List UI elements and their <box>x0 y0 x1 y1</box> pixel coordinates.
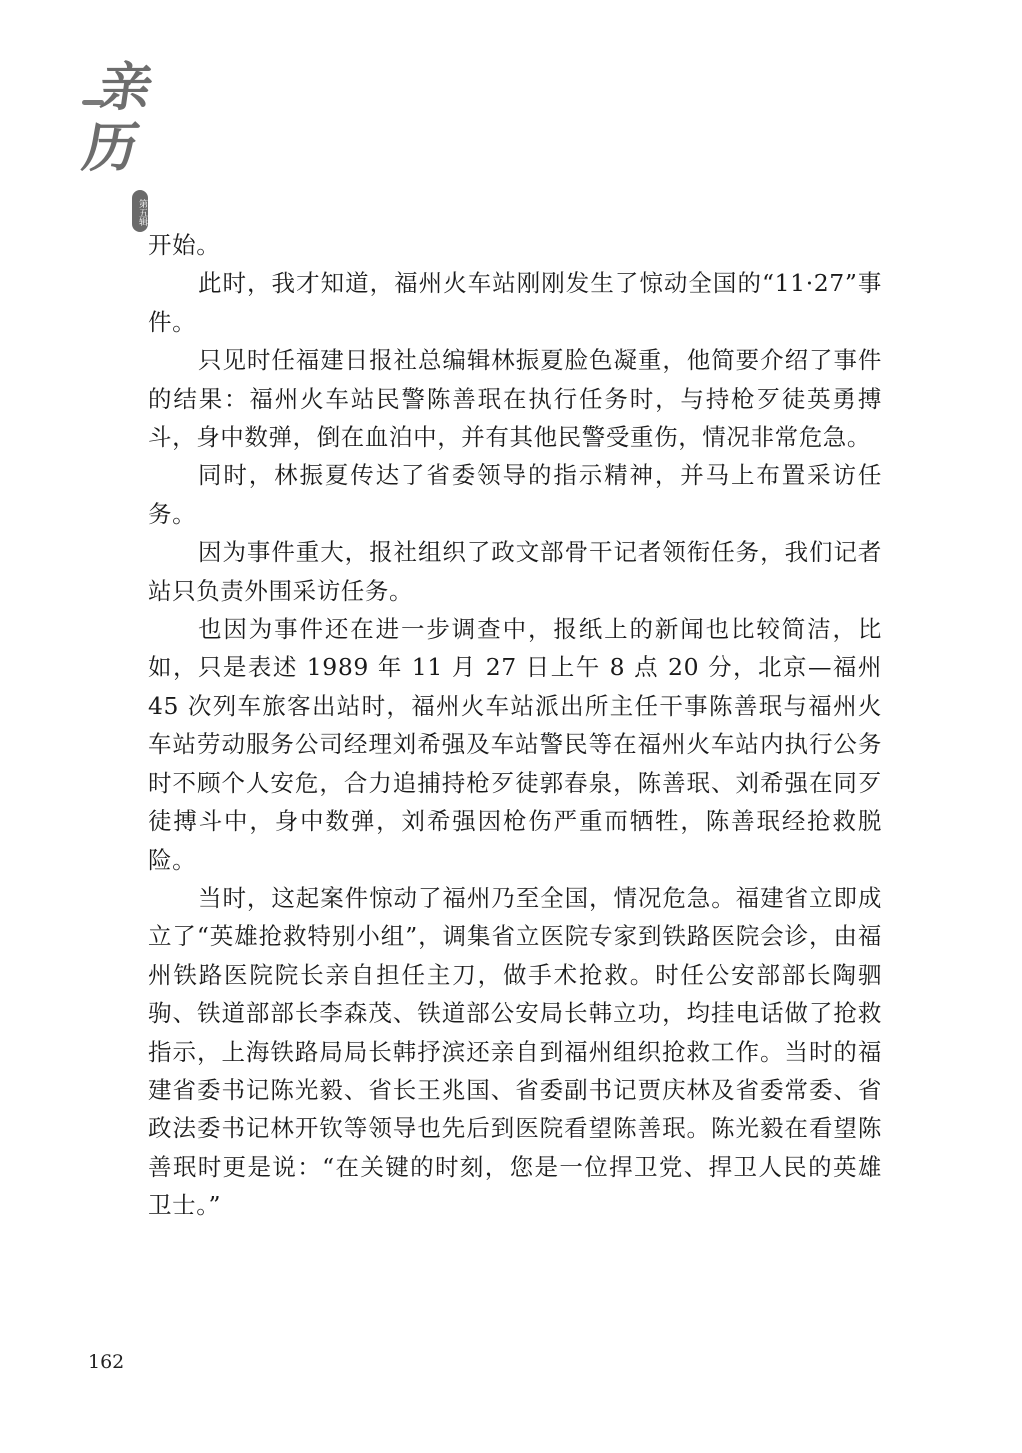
logo-char-li: 历 <box>78 115 144 179</box>
paragraph-4: 同时，林振夏传达了省委领导的指示精神，并马上布置采访任务。 <box>148 461 882 528</box>
paragraph-2: 此时，我才知道，福州火车站刚刚发生了惊动全国的“11·27”事件。 <box>148 269 882 336</box>
body-text <box>148 226 882 1225</box>
paragraph-7: 当时，这起案件惊动了福州乃至全国，情况危急。福建省立即成立了“英雄抢救特别小组”，调集省立医院专家到铁路医院会诊，由福州铁路医院院长亲自担任主刀，做手术抢救。时任公安部部长陶驷驹、铁道部部长李森茂、铁道部公安局长韩立功，均挂电话做了抢救指示，上海铁路局局长韩抒滨还亲自到福州组织抢救工作。当时的福建省委书记陈光毅、省长王兆国、省委副书记贾庆林及省委常委、省政法委书记林开钦等领导也先后到医院看望陈善珉。陈光毅在看望陈善珉时更是说：“在关键的时刻，您是一位捍卫党、捍卫人民的英雄卫士。” <box>148 883 882 1220</box>
page-number: 162 <box>88 1351 125 1373</box>
paragraph-6: 也因为事件还在进一步调查中，报纸上的新闻也比较简洁，比如，只是表述 1989 年 11 月 27 日上午 8 点 20 分，北京—福州 45 次列车旅客出站时，福州火车站派出所主任干事陈善珉与福州火车站劳动服务公司经理刘希强及车站警民等在福州火车站内执行公务时不顾个人安危，合力追捕持枪歹徒郭春泉，陈善珉、刘希强在同歹徒搏斗中，身中数弹，刘希强因枪伤严重而牺牲，陈善珉经抢救脱险。 <box>148 615 882 874</box>
paragraph-3: 只见时任福建日报社总编辑林振夏脸色凝重，他简要介绍了事件的结果：福州火车站民警陈善珉在执行任务时，与持枪歹徒英勇搏斗，身中数弹，倒在血泊中，并有其他民警受重伤，情况非常危急。 <box>148 346 882 452</box>
book-series-logo <box>78 57 162 226</box>
paragraph-1: 开始。 <box>148 231 221 259</box>
paragraph-5: 因为事件重大，报社组织了政文部骨干记者领衔任务，我们记者站只负责外围采访任务。 <box>148 538 882 605</box>
logo-char-qin: 亲 <box>95 57 157 118</box>
edition-seal: 第五辑 <box>132 190 148 232</box>
